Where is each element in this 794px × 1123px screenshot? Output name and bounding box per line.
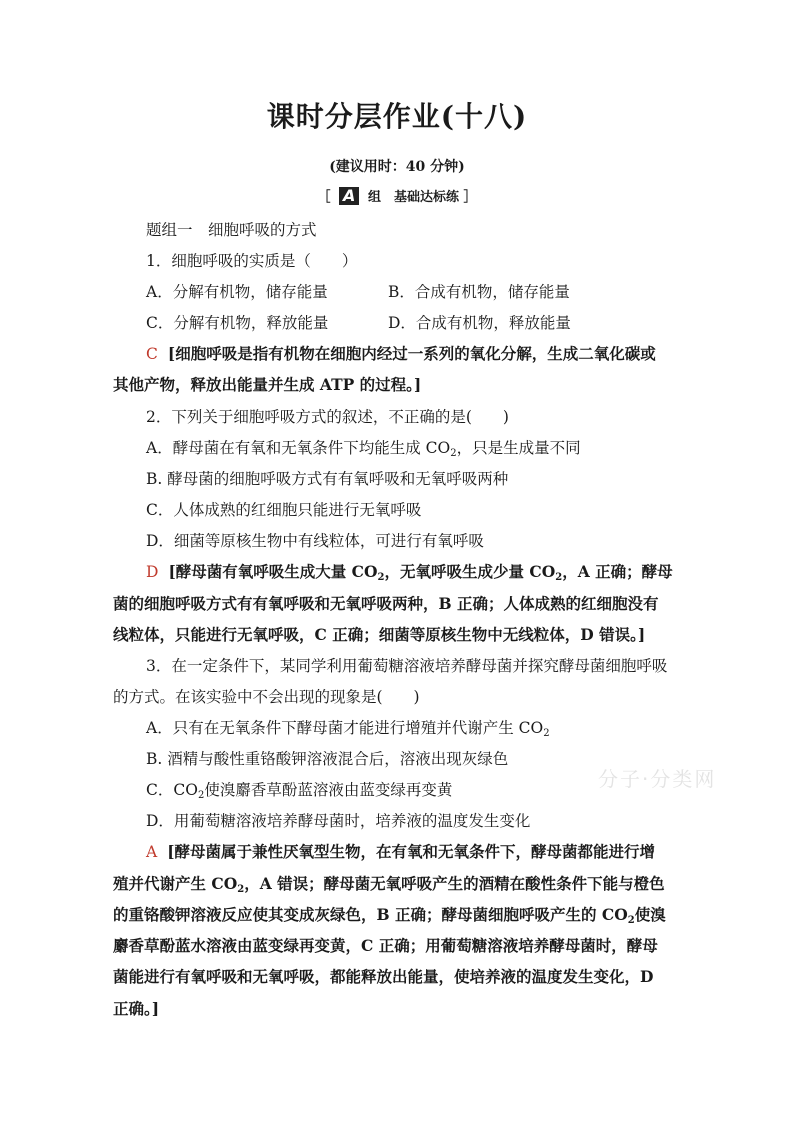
q3-explain-4: 麝香草酚蓝水溶液由蓝变绿再变黄，C 正确；用葡萄糖溶液培养酵母菌时，酵母 bbox=[113, 936, 658, 955]
q3-explain-3 bbox=[113, 903, 666, 925]
q2-explain-1b: ，无氧呼吸生成少量 CO bbox=[384, 562, 556, 581]
time-suggestion: (建议用时：40 分钟) bbox=[329, 159, 465, 175]
q3-answer-letter: A bbox=[146, 843, 158, 861]
q3-option-a bbox=[146, 716, 550, 738]
q3-option-c bbox=[146, 778, 452, 800]
section-heading: 题组一 细胞呼吸的方式 bbox=[146, 221, 317, 239]
q2-option-b: B. 酵母菌的细胞呼吸方式有有氧呼吸和无氧呼吸两种 bbox=[146, 470, 509, 488]
q2-option-a bbox=[146, 436, 581, 458]
subscript: 2 bbox=[237, 884, 245, 895]
q3-option-a-text: A．只有在无氧条件下酵母菌才能进行增殖并代谢产生 CO bbox=[146, 719, 544, 737]
q2-option-d: D．细菌等原核生物中有线粒体，可进行有氧呼吸 bbox=[146, 532, 484, 550]
q3-answer-line1 bbox=[146, 840, 655, 862]
q2-explain-2: 菌的细胞呼吸方式有有氧呼吸和无氧呼吸两种，B 正确；人体成熟的红细胞没有 bbox=[113, 594, 659, 613]
q1-option-d: D．合成有机物，释放能量 bbox=[388, 314, 571, 332]
q3-explain-3a: 的重铬酸钾溶液反应使其变成灰绿色，B 正确；酵母菌细胞呼吸产生的 CO bbox=[113, 905, 628, 924]
q3-explain-2a: 殖并代谢产生 CO bbox=[113, 874, 238, 893]
subscript: 2 bbox=[627, 915, 635, 926]
q1-options-row1 bbox=[146, 280, 328, 302]
q2-explain-1c: ，A 正确；酵母 bbox=[562, 562, 673, 581]
q2-option-a-text-end: ，只是生成量不同 bbox=[456, 439, 581, 457]
q3-explain-6: 正确。] bbox=[113, 999, 160, 1018]
subscript: 2 bbox=[197, 790, 205, 801]
q1-explain-2: 其他产物，释放出能量并生成 ATP 的过程。] bbox=[113, 375, 422, 394]
q2-answer-line1 bbox=[146, 560, 673, 582]
page-title: 课时分层作业(十八) bbox=[266, 100, 528, 133]
q2-explain-3: 线粒体，只能进行无氧呼吸，C 正确；细菌等原核生物中无线粒体，D 错误。] bbox=[113, 625, 646, 644]
q1-option-c: C．分解有机物，释放能量 bbox=[146, 314, 329, 332]
q3-explain-5: 菌能进行有氧呼吸和无氧呼吸，都能释放出能量，使培养液的温度发生变化，D bbox=[113, 967, 654, 986]
q3-explain-3b: 使溴 bbox=[634, 905, 666, 924]
q2-option-a-text: A．酵母菌在有氧和无氧条件下均能生成 CO bbox=[146, 439, 451, 457]
group-name: 组 基础达标练 bbox=[367, 190, 459, 205]
subscript: 2 bbox=[450, 448, 457, 459]
q1-option-b: B．合成有机物，储存能量 bbox=[388, 283, 570, 301]
q2-option-c: C．人体成熟的红细胞只能进行无氧呼吸 bbox=[146, 501, 422, 519]
subscript: 2 bbox=[377, 572, 385, 583]
q2-stem: 2．下列关于细胞呼吸方式的叙述，不正确的是( ) bbox=[146, 408, 509, 426]
q3-option-d: D．用葡萄糖溶液培养酵母菌时，培养液的温度发生变化 bbox=[146, 812, 531, 830]
q3-explain-2b: ，A 错误；酵母菌无氧呼吸产生的酒精在酸性条件下能与橙色 bbox=[244, 874, 665, 893]
q3-stem-2: 的方式。在该实验中不会出现的现象是( ) bbox=[113, 688, 420, 706]
q3-stem-1: 3．在一定条件下，某同学利用葡萄糖溶液培养酵母菌并探究酵母菌细胞呼吸 bbox=[146, 657, 668, 675]
group-label bbox=[0, 186, 794, 205]
q1-option-a: A．分解有机物，储存能量 bbox=[146, 283, 328, 301]
subscript: 2 bbox=[543, 728, 550, 739]
subscript: 2 bbox=[555, 572, 563, 583]
q2-explain-1a: [酵母菌有氧呼吸生成大量 CO bbox=[168, 562, 378, 581]
q3-option-b: B. 酒精与酸性重铬酸钾溶液混合后，溶液出现灰绿色 bbox=[146, 750, 509, 768]
q3-explain-2 bbox=[113, 872, 665, 894]
q1-stem: 1．细胞呼吸的实质是（ ） bbox=[146, 252, 358, 270]
group-badge-icon: A bbox=[339, 187, 359, 205]
q3-explain-1: [酵母菌属于兼性厌氧型生物，在有氧和无氧条件下，酵母菌都能进行增 bbox=[167, 842, 656, 861]
bracket-close: ］ bbox=[463, 190, 477, 205]
watermark: 分子·分类网 bbox=[598, 767, 717, 791]
bracket-open: ［ bbox=[317, 190, 331, 205]
q1-answer-letter: C bbox=[146, 345, 158, 363]
q3-option-c-text-end: 使溴麝香草酚蓝溶液由蓝变绿再变黄 bbox=[204, 781, 453, 799]
q1-answer-line1 bbox=[146, 342, 656, 364]
q1-explain-1: [细胞呼吸是指有机物在细胞内经过一系列的氧化分解，生成二氧化碳或 bbox=[167, 344, 656, 363]
q3-option-c-text: C．CO bbox=[146, 781, 198, 799]
q2-answer-letter: D bbox=[146, 563, 159, 581]
